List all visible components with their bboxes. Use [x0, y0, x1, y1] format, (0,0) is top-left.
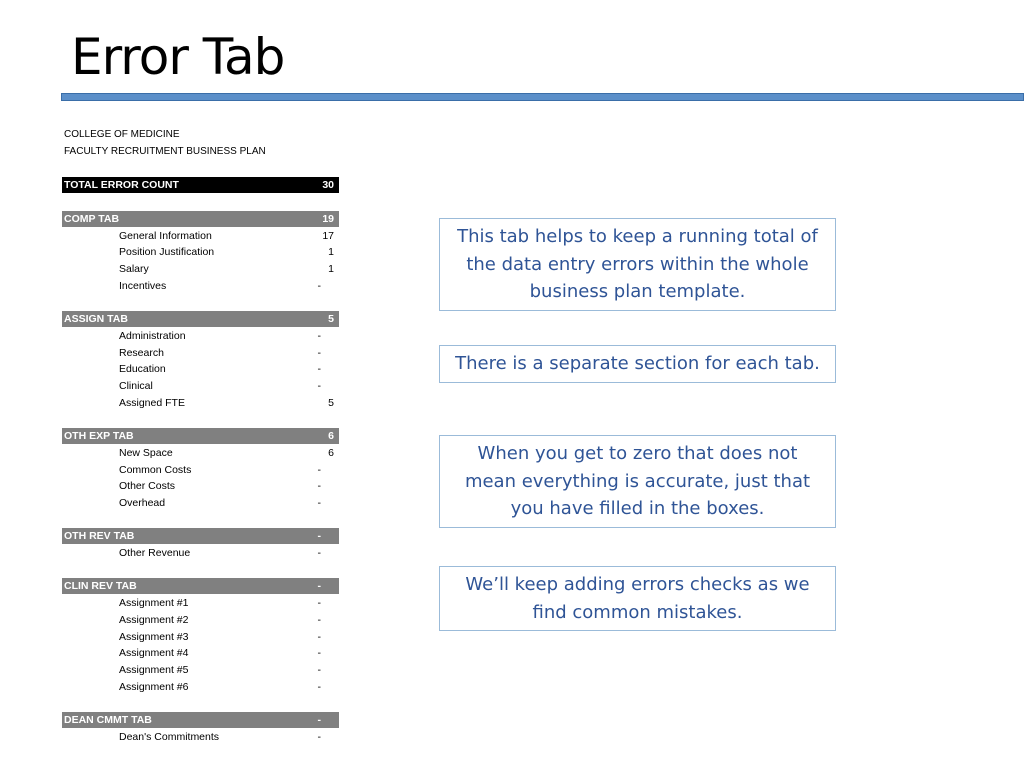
section-item-label: Clinical	[119, 380, 153, 392]
title-underline-bar	[61, 93, 1024, 101]
note-zero-meaning: When you get to zero that does not mean everything is accurate, just that you have filled in the boxes.	[439, 435, 836, 528]
section-header-row	[62, 712, 339, 728]
section-item-row	[62, 244, 339, 260]
section-item-label: Assignment #1	[119, 597, 189, 610]
section-item-row	[62, 462, 339, 478]
note-separate-section: There is a separate section for each tab.	[439, 345, 836, 383]
section-item-value: 6	[328, 446, 334, 459]
section-item-row	[62, 478, 339, 494]
section-item-label: Assigned FTE	[119, 396, 185, 409]
section-header-row	[62, 528, 339, 544]
section-header-label: DEAN CMMT TAB	[64, 714, 152, 726]
section-item-row	[62, 328, 339, 344]
section-item-label: Incentives	[119, 279, 167, 292]
section-header-row	[62, 211, 339, 227]
section-item-value: -	[317, 730, 321, 743]
section-item-row	[62, 729, 339, 745]
section-item-row	[62, 378, 339, 394]
section-item-value: -	[317, 663, 321, 676]
section-header-value: 6	[328, 430, 334, 443]
section-item-row	[62, 629, 339, 645]
section-header-value: -	[317, 714, 321, 726]
section-item-label: New Space	[119, 446, 173, 459]
section-item-row	[62, 395, 339, 411]
section-item-label: Assignment #4	[119, 647, 189, 660]
section-item-row	[62, 445, 339, 461]
section-item-value: -	[317, 547, 321, 559]
section-header-label: OTH REV TAB	[64, 530, 135, 543]
section-item-row	[62, 228, 339, 244]
section-item-row	[62, 595, 339, 611]
section-item-label: Overhead	[119, 496, 166, 509]
section-header-value: 5	[328, 313, 334, 326]
section-item-value: -	[317, 613, 321, 626]
note-adding-checks: We’ll keep adding errors checks as we find common mistakes.	[439, 566, 836, 631]
org-line-2: FACULTY RECRUITMENT BUSINESS PLAN	[64, 146, 266, 157]
section-item-row	[62, 261, 339, 277]
section-item-label: Position Justification	[119, 246, 215, 259]
section-item-row	[62, 612, 339, 628]
section-item-row	[62, 361, 339, 377]
section-item-label: Other Costs	[119, 480, 176, 493]
section-item-row	[62, 345, 339, 361]
section-item-row	[62, 662, 339, 678]
total-error-label: TOTAL ERROR COUNT	[64, 179, 179, 191]
section-item-value: 1	[328, 263, 334, 276]
section-item-row	[62, 545, 339, 561]
section-item-value: -	[317, 463, 321, 476]
section-header-value: -	[317, 530, 321, 543]
note-running-total: This tab helps to keep a running total of the data entry errors within the whole business plan template.	[439, 218, 836, 311]
section-item-value: -	[317, 680, 321, 693]
total-error-row	[62, 177, 339, 193]
section-item-value: 5	[328, 396, 334, 409]
section-item-label: Research	[119, 346, 164, 359]
section-item-label: Assignment #5	[119, 663, 189, 676]
section-item-value: -	[317, 346, 321, 359]
section-header-label: COMP TAB	[64, 213, 120, 225]
section-header-row	[62, 428, 339, 444]
section-item-row	[62, 278, 339, 294]
section-item-label: Education	[119, 363, 166, 376]
section-item-label: Salary	[119, 263, 149, 276]
section-item-value: -	[317, 630, 321, 643]
section-item-value: -	[317, 363, 321, 376]
section-item-label: Assignment #2	[119, 613, 189, 626]
section-item-row	[62, 679, 339, 695]
section-item-value: -	[317, 380, 321, 392]
section-item-label: Dean's Commitments	[119, 730, 220, 743]
section-item-label: Other Revenue	[119, 547, 191, 559]
section-header-label: ASSIGN TAB	[64, 313, 128, 326]
section-header-label: OTH EXP TAB	[64, 430, 134, 443]
section-item-label: Common Costs	[119, 463, 192, 476]
section-header-value: 19	[322, 213, 334, 225]
section-item-value: -	[317, 480, 321, 493]
section-header-label: CLIN REV TAB	[64, 580, 137, 593]
section-item-label: Assignment #6	[119, 680, 189, 693]
section-item-label: General Information	[119, 229, 212, 242]
section-item-label: Administration	[119, 329, 186, 342]
section-item-value: -	[317, 329, 321, 342]
section-header-value: -	[317, 580, 321, 593]
slide-title: Error Tab	[71, 28, 285, 86]
org-line-1: COLLEGE OF MEDICINE	[64, 129, 180, 140]
section-item-value: -	[317, 647, 321, 660]
section-item-row	[62, 495, 339, 511]
section-item-value: -	[317, 496, 321, 509]
section-item-value: 1	[328, 246, 334, 259]
section-header-row	[62, 311, 339, 327]
section-item-value: -	[317, 597, 321, 610]
section-item-value: 17	[322, 229, 334, 242]
section-item-value: -	[317, 279, 321, 292]
section-item-row	[62, 645, 339, 661]
section-item-label: Assignment #3	[119, 630, 189, 643]
section-header-row	[62, 578, 339, 594]
total-error-value: 30	[322, 179, 334, 191]
